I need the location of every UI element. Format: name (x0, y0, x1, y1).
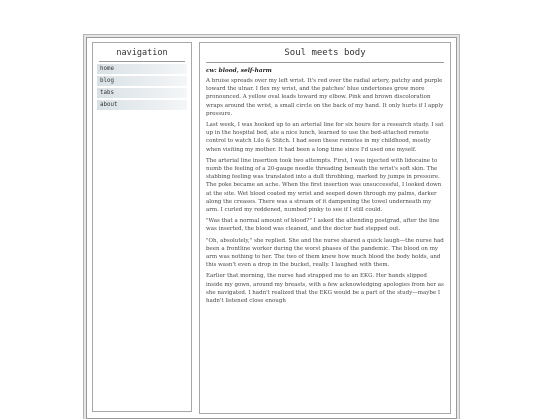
post-paragraph: A bruise spreads over my left wrist. It's red over the radial artery, patchy and purple toward the ulnar. I flex my wrist, and the patches' blue undertones grow more pronounced. A yellow oval leads toward my elbow. Pink and brown discoloration wraps around the wrist, a small circle on the back of my hand. It only hurts if I apply pressure. (206, 78, 444, 117)
nav-item-blog[interactable]: blog (97, 76, 187, 87)
navigation-sidebar (92, 42, 192, 412)
nav-item-tabs[interactable]: tabs (97, 88, 187, 99)
post-title: Soul meets body (206, 48, 444, 63)
post-paragraph: Earlier that morning, the nurse had strapped me to an EKG. Her hands slipped inside my gown, around my breasts, with a few acknowledging apologies from her as she navigated. I hadn't realized that the EKG would be a part of the study—maybe I hadn't listened close enough (206, 273, 444, 305)
post-paragraph: Last week, I was hooked up to an arterial line for six hours for a research study. I sat up in the hospital bed, ate a nice lunch, learned to use the bed-attached remote control to watch Lilo & Stitch. I had seen these remotes in my childhood, mostly when visiting my mother. It had been a long time since I'd used one myself. (206, 122, 444, 153)
content-warning-tags: cw: blood, self-harm (206, 68, 272, 74)
post-paragraph: The arterial line insertion took two attempts. First, I was injected with lidocaine to numb the feeling of a 20-gauge needle threading beneath the wrist's soft skin. The stabbing feeling was translated into a dull throbbing, marked by jumps in pressure. The poke became an ache. When the first insertion was unsuccessful, I looked down at the site. Wet blood coated my wrist and seeped down through my palms, darker along the creases. There was a stream of it dampening the towel underneath my arm. I curled my reddened, numbed pinky to see if I still could. (206, 157, 442, 214)
nav-item-about[interactable]: about (97, 100, 187, 111)
post-content (199, 42, 451, 414)
page-frame (86, 37, 457, 419)
post-paragraph: "Was that a normal amount of blood?" I asked the attending postgrad, after the line was inserted, the blood was cleaned, and the doctor had stepped out. (206, 218, 440, 233)
post-paragraph: "Oh, absolutely," she replied. She and the nurse shared a quick laugh—the nurse had been a frontline worker during the worst phases of the pandemic. The blood on my arm was nothing to her. The two of them knew how much blood the body holds, and this wasn't even a drop in the bucket, really. I laughed with them. (206, 237, 444, 269)
navigation-title: navigation (99, 48, 185, 62)
nav-item-home[interactable]: home (97, 64, 187, 75)
